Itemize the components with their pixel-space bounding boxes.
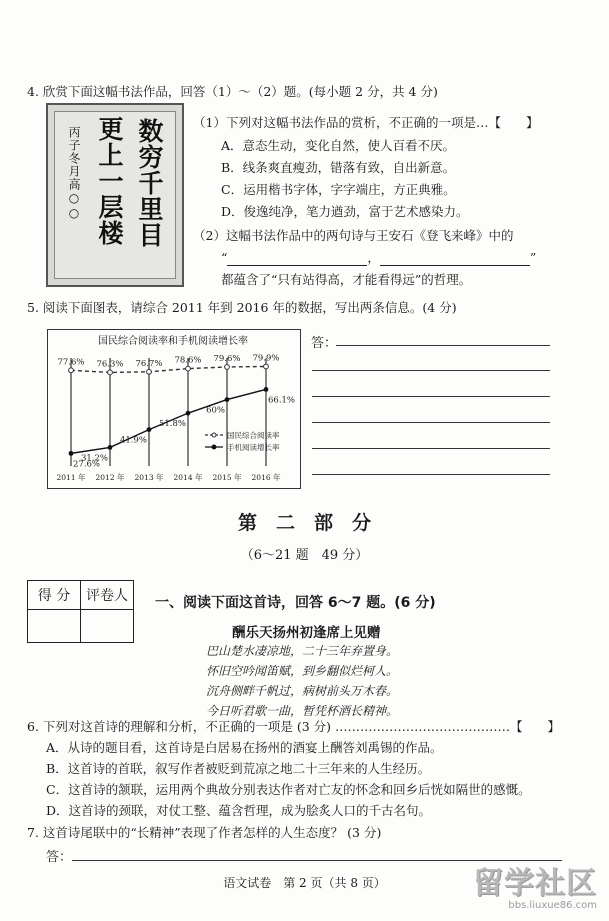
q6-option-a[interactable]: A．从诗的题目看，这首诗是白居易在扬州的酒宴上酬答刘禹锡的作品。 [46, 740, 443, 755]
answer-line-3[interactable] [312, 396, 550, 397]
data-point [69, 368, 74, 373]
data-label: 66.1% [268, 395, 296, 406]
data-label: 41.9% [119, 435, 147, 446]
q4-option-b[interactable]: B．线条爽直瘦劲，错落有致，自出新意。 [221, 160, 456, 175]
chart-svg [48, 330, 299, 487]
calligraphy-column-2: 更上一层楼 [95, 116, 124, 246]
part2-title: 第 二 部 分 [237, 512, 371, 534]
watermark-text: 留学社区 [473, 866, 597, 901]
q5-stem: 5. 阅读下面图表，请综合 2011 年到 2016 年的数据，写出两条信息。(4 分) [27, 300, 457, 315]
q4-sub2-stem: （2）这幅书法作品中的两句诗与王安石《登飞来峰》中的 [193, 228, 514, 243]
q7-stem: 7. 这首诗尾联中的“长精神”表现了作者怎样的人生态度？ (3 分) [27, 825, 382, 840]
q7-answer-line[interactable] [72, 860, 562, 861]
chart-title: 国民综合阅读率和手机阅读增长率 [98, 336, 248, 347]
calligraphy-image [46, 103, 184, 287]
data-label: 77.6% [57, 357, 85, 368]
q6-option-c[interactable]: C．这首诗的颔联，运用两个典故分别表达作者对亡友的怀念和回乡后恍如隔世的感慨。 [46, 782, 531, 797]
data-label: 76.3% [96, 359, 124, 370]
x-tick-label: 2011 年 [56, 473, 86, 482]
x-tick-label: 2015 年 [212, 473, 242, 482]
section-heading: 一、阅读下面这首诗，回答 6～7 题。(6 分) [155, 595, 436, 611]
poem-line-1: 巴山楚水凄凉地，二十三年弃置身。 [206, 644, 399, 658]
data-point [108, 370, 113, 375]
data-point [186, 366, 191, 371]
reading-rate-chart [47, 329, 301, 489]
answer-line-4[interactable] [312, 422, 550, 423]
x-tick-label: 2012 年 [95, 473, 125, 482]
q4-option-c[interactable]: C．运用楷书字体，字字端庄，方正典雅。 [221, 182, 456, 197]
blank-1[interactable] [227, 251, 367, 266]
watermark-logo [473, 868, 597, 911]
legend-label: 国民综合阅读率 [227, 431, 280, 440]
q5-answer-label: 答： [311, 336, 338, 351]
answer-line-1[interactable] [336, 345, 550, 346]
data-label: 31.2% [80, 453, 108, 464]
data-point [108, 445, 113, 450]
poem-line-3: 沉舟侧畔千帆过，病树前头万木春。 [206, 684, 399, 698]
grader-label: 评卷人 [81, 581, 134, 610]
data-label: 51.8% [158, 419, 186, 430]
blank-2[interactable] [380, 251, 530, 266]
q4-stem: 4. 欣赏下面这幅书法作品，回答（1）～（2）题。(每小题 2 分，共 4 分) [27, 84, 438, 99]
watermark-url: bbs.liuxue86.com [508, 900, 597, 911]
legend-marker [212, 445, 216, 449]
q4-sub2-conclusion: 都蕴含了“只有站得高，才能看得远”的哲理。 [221, 272, 472, 287]
legend-marker [212, 433, 216, 437]
comma: ， [367, 250, 380, 265]
data-point [69, 451, 74, 456]
data-label: 76.7% [135, 358, 163, 369]
data-point [264, 387, 269, 392]
part2-subtitle: （6～21 题 49 分） [240, 548, 369, 563]
calligraphy-signature: 丙子冬月高○○ [67, 126, 81, 221]
data-point [186, 411, 191, 416]
poem-title: 酬乐天扬州初逢席上见赠 [232, 625, 381, 641]
answer-line-5[interactable] [312, 448, 550, 449]
q6-option-d[interactable]: D．这首诗的颈联，对仗工整、蕴含哲理，成为脍炙人口的千古名句。 [46, 803, 432, 818]
q4-option-d[interactable]: D．俊逸纯净，笔力遒劲，富于艺术感染力。 [221, 204, 469, 219]
answer-line-2[interactable] [312, 370, 550, 371]
x-tick-label: 2016 年 [251, 473, 281, 482]
page-footer: 语文试卷 第 2 页（共 8 页） [223, 876, 386, 890]
close-quote: ” [529, 250, 537, 265]
x-tick-label: 2013 年 [134, 473, 164, 482]
q6-option-b[interactable]: B．这首诗的首联，叙写作者被贬到荒凉之地二十三年来的人生经历。 [46, 761, 431, 776]
poem-line-2: 怀旧空吟闻笛赋，到乡翻似烂柯人。 [206, 664, 399, 678]
q4-option-a[interactable]: A．意态生动，变化自然，使人百看不厌。 [221, 138, 456, 153]
score-label: 得 分 [28, 581, 81, 610]
poem-line-4: 今日听君歌一曲，暂凭杯酒长精神。 [206, 704, 399, 718]
grader-cell[interactable] [81, 610, 134, 643]
answer-line-6[interactable] [312, 474, 550, 475]
score-cell[interactable] [28, 610, 81, 643]
open-quote: “ [221, 250, 228, 265]
q4-sub1-stem: （1）下列对这幅书法作品的赏析，不正确的一项是…【 】 [193, 115, 539, 130]
data-point [264, 364, 269, 369]
data-point [225, 397, 230, 402]
q4-sub2-fill-line [221, 248, 536, 266]
data-label: 60% [206, 405, 225, 416]
data-label: 79.6% [213, 353, 241, 364]
calligraphy-column-1: 数穷千里目 [135, 118, 164, 248]
legend-label: 手机阅读增长率 [227, 443, 280, 452]
data-point [225, 365, 230, 370]
data-label: 27.6% [73, 459, 101, 470]
q7-answer-label: 答： [46, 850, 73, 865]
q6-stem: 6. 下列对这首诗的理解和分析，不正确的一项是 (3 分) ……………………………………【 】 [27, 719, 561, 734]
data-label: 78.6% [174, 355, 202, 366]
data-point [147, 369, 152, 374]
x-tick-label: 2014 年 [173, 473, 203, 482]
data-point [147, 427, 152, 432]
score-table [27, 580, 134, 643]
data-label: 79.9% [252, 353, 280, 364]
